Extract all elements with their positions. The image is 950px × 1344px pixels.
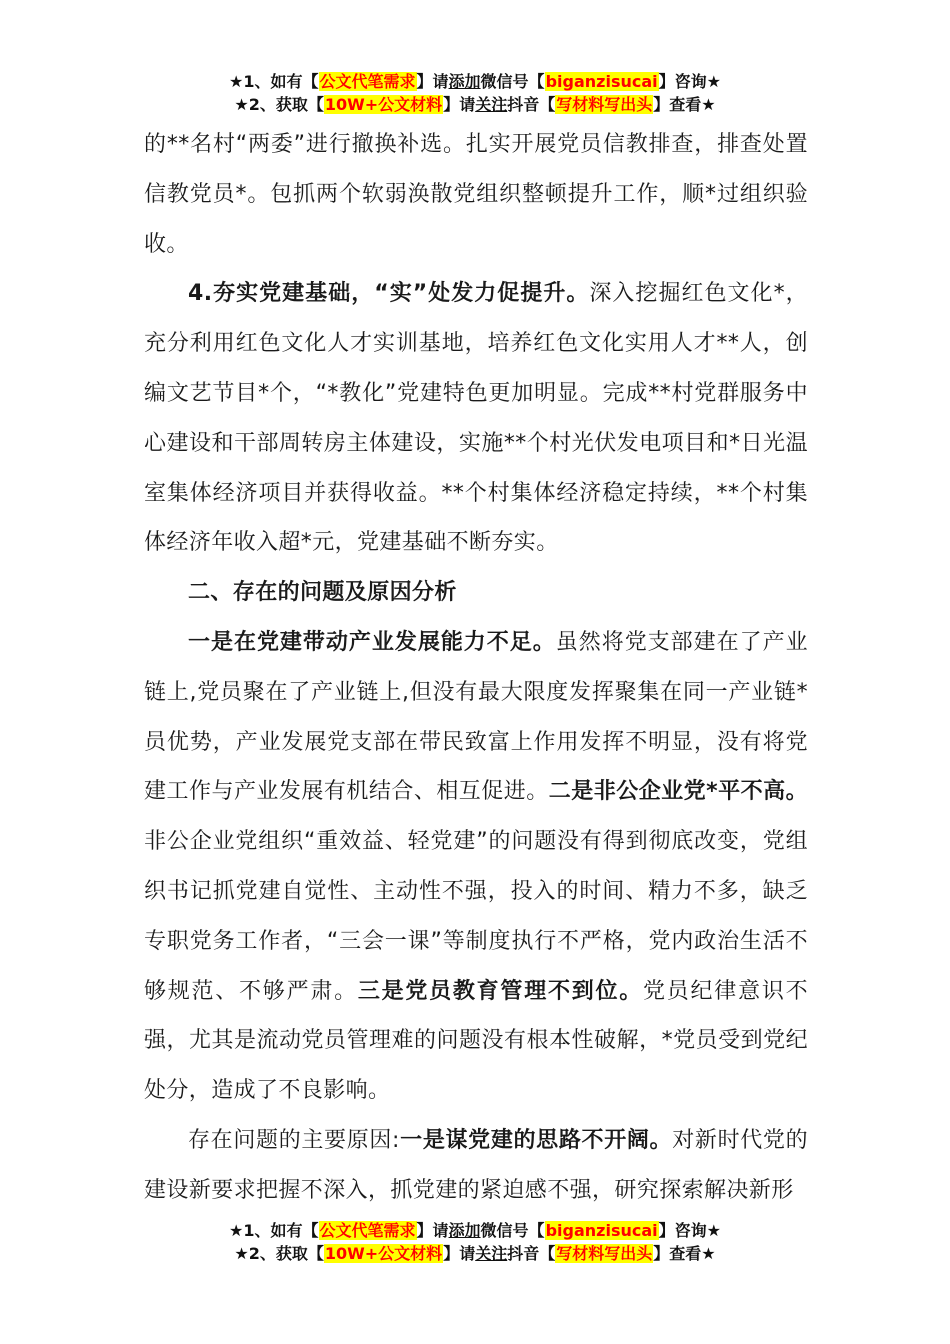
banner-highlight-wechat-id: biganzisucai [545, 72, 658, 91]
header-banner [0, 70, 950, 116]
paragraph-heading: 一是在党建带动产业发展能力不足。 [188, 629, 556, 655]
paragraph-2 [144, 269, 808, 568]
banner-text: 】查看★ [653, 95, 716, 114]
banner-underlined-text: 添加 [448, 72, 481, 91]
banner-text: 】咨询★ [658, 72, 721, 91]
banner-text: 】咨询★ [658, 1221, 721, 1240]
banner-highlight-douyin-id: 写材料写出头 [556, 95, 653, 114]
footer-banner [0, 1219, 950, 1265]
paragraph-text: 对新时代党的建设新要求把握不深入，抓党建的紧迫感不强，研究探索解决新形 [144, 1127, 808, 1203]
paragraph-1 [144, 120, 808, 269]
banner-text: 微信号【 [480, 72, 545, 91]
banner-text: 抖音【 [507, 95, 556, 114]
document-body [144, 120, 808, 1216]
banner-highlight-douyin-id: 写材料写出头 [556, 1244, 653, 1263]
banner-highlight-wechat-id: biganzisucai [545, 1221, 658, 1240]
paragraph-heading: 三是党员教育管理不到位。 [357, 978, 644, 1004]
banner-text: 抖音【 [507, 1244, 556, 1263]
header-banner-line-2 [0, 93, 950, 116]
banner-underlined-text: 添加 [448, 1221, 481, 1240]
banner-text: 微信号【 [480, 1221, 545, 1240]
paragraph-heading: 二是非公企业党*平不高。 [548, 779, 808, 805]
footer-banner-line-2 [0, 1242, 950, 1265]
footer-banner-line-1 [0, 1219, 950, 1242]
banner-underlined-text: 关注 [475, 1244, 508, 1263]
banner-highlight: 公文代笔需求 [319, 72, 416, 91]
banner-text: ★2、获取【 [234, 1244, 324, 1263]
paragraph-heading: 一是谋党建的思路不开阔。 [399, 1127, 673, 1153]
paragraph-text: 的**名村“两委”进行撤换补选。扎实开展党员信教排查，排查处置信教党员*。包抓两个软弱涣散党组织整顿提升工作，顺*过组织验收。 [144, 132, 808, 257]
banner-text: 】请 [443, 1244, 476, 1263]
banner-text: ★1、如有【 [229, 1221, 319, 1240]
banner-highlight: 10W+公文材料 [324, 1244, 443, 1263]
paragraph-3 [144, 618, 808, 1116]
paragraph-text: 深入挖掘红色文化*，充分利用红色文化人才实训基地，培养红色文化实用人才**人，创编文艺节目*个，“*教化”党建特色更加明显。完成**村党群服务中心建设和干部周转房主体建设，实施**个村光伏发电项目和*日光温室集体经济项目并获得收益。**个村集体经济稳定持续，**个村集体经济年收入超*元，党建基础不断夯实。 [144, 281, 808, 556]
banner-underlined-text: 关注 [475, 95, 508, 114]
banner-text: 】查看★ [653, 1244, 716, 1263]
banner-text: 】请 [416, 72, 449, 91]
header-banner-line-1 [0, 70, 950, 93]
paragraph-text: 非公企业党组织“重效益、轻党建”的问题没有得到彻底改变，党组织书记抓党建自觉性、主动性不强，投入的时间、精力不多，缺乏专职党务工作者，“三会一课”等制度执行不严格，党内政治生活不够规范、不够严肃。 [144, 829, 808, 1004]
banner-text: ★2、获取【 [234, 95, 324, 114]
paragraph-text: 存在问题的主要原因: [188, 1127, 400, 1153]
paragraph-text: 虽然将党支部建在了产业链上,党员聚在了产业链上,但没有最大限度发挥聚集在同一产业链*员优势，产业发展党支部在带民致富上作用发挥不明显，没有将党建工作与产业发展有机结合、相互促进。 [144, 629, 808, 805]
banner-highlight: 公文代笔需求 [319, 1221, 416, 1240]
paragraph-text: 党员纪律意识不强，尤其是流动党员管理难的问题没有根本性破解，*党员受到党纪处分，造成了不良影响。 [144, 978, 808, 1104]
banner-text: 】请 [443, 95, 476, 114]
section-heading: 二、存在的问题及原因分析 [188, 580, 457, 606]
banner-highlight: 10W+公文材料 [324, 95, 443, 114]
paragraph-heading: 4.夯实党建基础，“实”处发力促提升。 [188, 281, 590, 307]
paragraph-4 [144, 1116, 808, 1216]
banner-text: ★1、如有【 [229, 72, 319, 91]
banner-text: 】请 [416, 1221, 449, 1240]
